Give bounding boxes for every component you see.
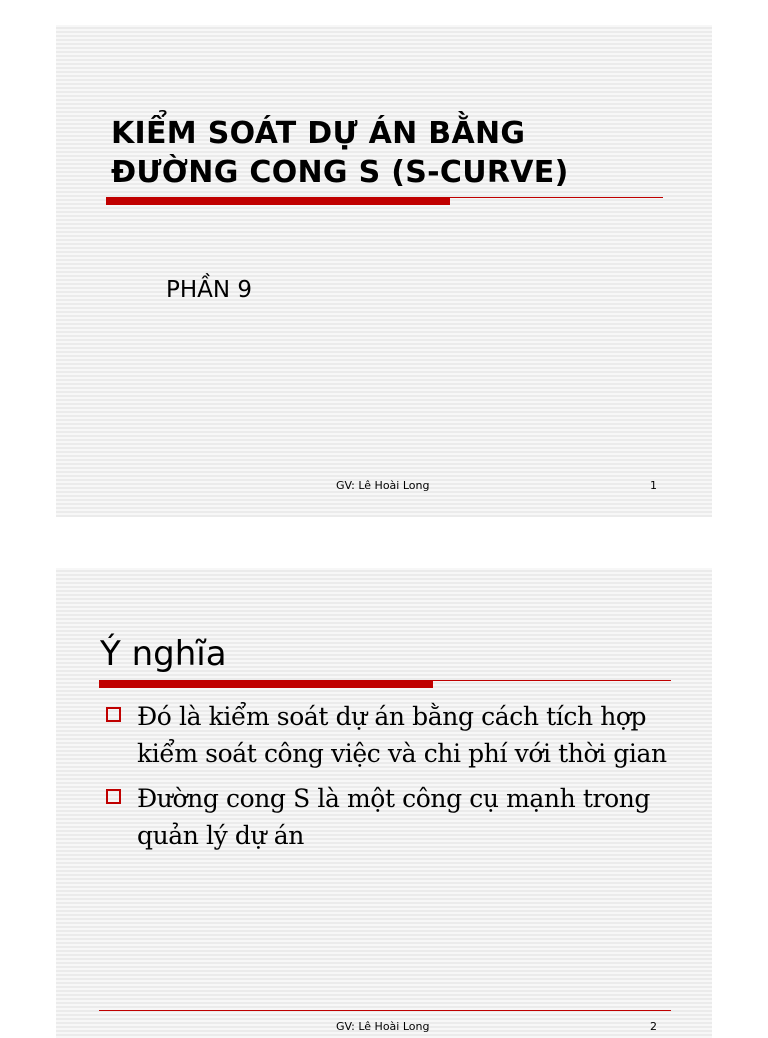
slide-2-footer-rule [99,1010,671,1011]
slide-1-title [111,114,691,192]
slide-2-bullet-list [104,698,679,862]
slide-1-page-number: 1 [650,479,657,492]
slide-2-footer-text: GV: Lê Hoài Long [336,1020,430,1033]
slide-2-page-number: 2 [650,1020,657,1033]
slide-1-title-line-1: KIỂM SOÁT DỰ ÁN BẰNG [111,116,526,151]
slide-1-title-rule-thick [106,198,450,205]
slide-2 [56,568,712,1038]
slide-1-footer-text: GV: Lê Hoài Long [336,479,430,492]
bullet-text: Đó là kiểm soát dự án bằng cách tích hợp kiểm soát công việc và chi phí với thời gian [137,702,667,768]
hollow-square-bullet-icon [106,789,121,804]
bullet-text: Đường cong S là một công cụ mạnh trong quản lý dự án [137,784,651,850]
slide-1 [56,25,712,517]
bullet-item [104,780,679,854]
bullet-item [104,698,679,772]
slide-1-title-line-2: ĐƯỜNG CONG S (S-CURVE) [111,155,569,190]
slide-2-title-rule-thick [99,681,433,688]
hollow-square-bullet-icon [106,707,121,722]
slide-2-title: Ý nghĩa [100,634,227,674]
slide-1-subtitle: PHẦN 9 [166,277,253,303]
